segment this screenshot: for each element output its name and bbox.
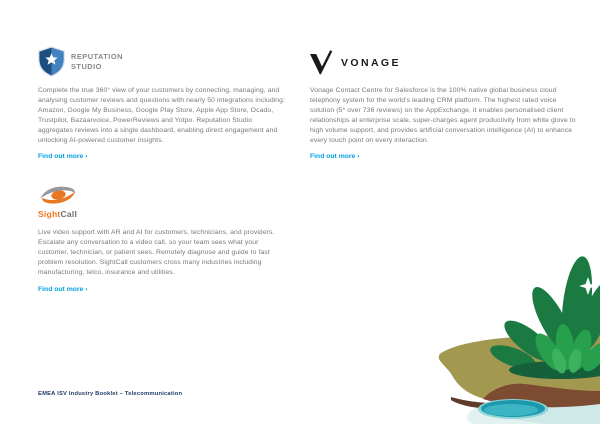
page-footer-title: EMEA ISV Industry Booklet – Telecommunication	[38, 391, 183, 397]
reputation-studio-description: Complete the true 360° view of your customers by connecting, managing, and analysing customer reviews and questions with nearly 50 integrations including: Amazon, Google My Business, Google Play Store, Apple App Store, Ocado, Trustpilot, Bazaarvoice, PowerReviews and Yotpo. Reputation Studio aggregates reviews into a single dashboard, enabling direct engagement and unlocking AI-powered customer insights.	[38, 87, 286, 144]
vonage-v-icon	[310, 50, 334, 75]
sightcall-find-out-more-link[interactable]: Find out more ›	[38, 285, 88, 293]
section-sightcall	[38, 184, 286, 296]
sightcall-eye-icon	[38, 184, 286, 207]
vonage-description: Vonage Contact Centre for Salesforce is the 100% native global business cloud telephony system for the world's leading CRM platform. The highest rated voice solution (5* over 736 reviews) on the AppExchange, it enables personalised client relationships at enterprise scale, super-charges agent productivity from white glove to high volume support, and provides artificial conversation intelligence (AI) to enhance every touch point on every interaction.	[310, 87, 576, 144]
sightcall-logo	[38, 184, 286, 219]
sightcall-wordmark: SightCall	[38, 209, 78, 219]
section-vonage	[310, 45, 578, 163]
reputation-studio-wordmark: REPUTATION STUDIO	[71, 52, 123, 71]
section-reputation-studio	[38, 45, 286, 163]
vonage-find-out-more-link[interactable]: Find out more ›	[310, 153, 360, 161]
vonage-wordmark: VONAGE	[341, 56, 401, 69]
sightcall-description: Live video support with AR and AI for customers, technicians, and providers. Escalate any conversation to a video call, so your team sees what your customer, technician, or patient sees. Remotely diagnose and guide to fast problem resolution. SightCall customers cross many industries including manufacturing, telco, insurance and utilities.	[38, 229, 275, 276]
reputation-studio-find-out-more-link[interactable]: Find out more ›	[38, 153, 88, 161]
plant-illustration	[425, 249, 600, 424]
shield-star-icon	[38, 46, 65, 77]
reputation-studio-logo	[38, 45, 286, 78]
vonage-logo	[310, 45, 578, 78]
